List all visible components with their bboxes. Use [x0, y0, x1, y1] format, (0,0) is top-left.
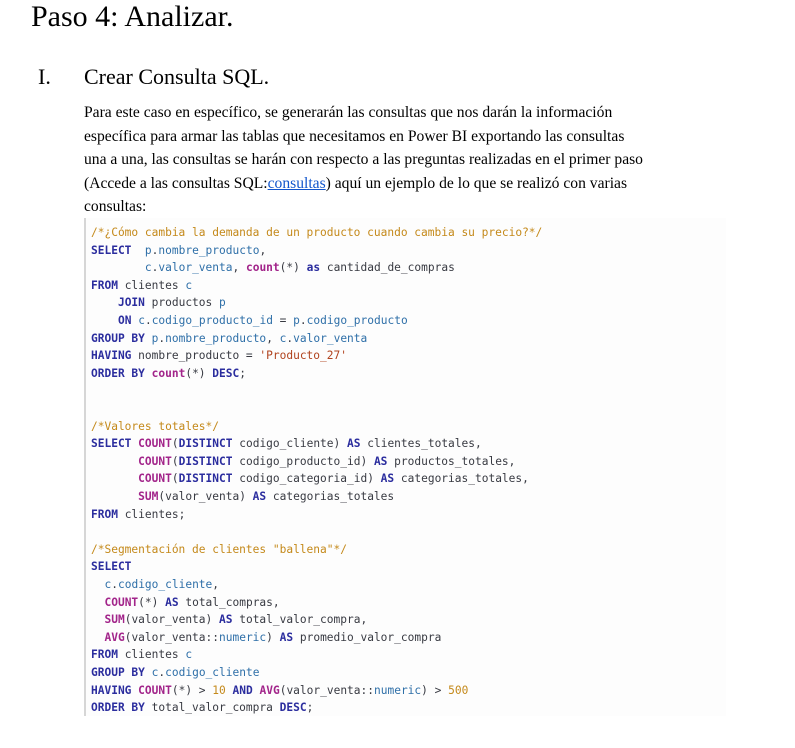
code-token: (valor_venta:: — [279, 683, 374, 697]
code-token: ) — [266, 630, 280, 644]
code-token: SELECT — [91, 560, 132, 574]
paragraph-line: una a una, las consultas se harán con respecto a las preguntas realizadas en el primer paso — [84, 151, 643, 169]
code-token: (valor_venta:: — [124, 630, 219, 644]
code-token: FROM — [91, 507, 118, 521]
code-line — [91, 242, 266, 259]
code-token: as — [306, 261, 321, 275]
code-token: . — [286, 331, 294, 345]
code-token: ( — [171, 454, 179, 468]
section-title: Crear Consulta SQL. — [84, 64, 270, 89]
code-line — [91, 330, 367, 347]
code-line — [91, 277, 192, 294]
code-line — [91, 664, 259, 681]
code-token — [91, 490, 138, 503]
code-token — [91, 596, 104, 609]
code-token: HAVING — [91, 349, 132, 363]
code-token: SUM — [104, 613, 125, 627]
code-token: (*) — [185, 366, 213, 380]
code-line — [91, 558, 131, 575]
code-line — [91, 611, 367, 628]
code-token: numeric — [374, 683, 422, 697]
code-token — [145, 367, 152, 380]
code-token: AVG — [104, 630, 125, 644]
code-line — [91, 506, 185, 523]
code-token — [91, 631, 104, 644]
code-token: COUNT — [138, 472, 172, 486]
code-token: total_valor_compra — [144, 701, 280, 715]
code-token: /*¿Cómo cambia la demanda de un producto cuando cambia su precio?*/ — [91, 226, 543, 239]
code-token: DISTINCT — [178, 472, 233, 486]
code-token: (*) — [138, 595, 166, 609]
code-token: p — [293, 314, 300, 327]
code-token: AS — [373, 454, 388, 468]
page-heading: Paso 4: Analizar. — [31, 0, 234, 33]
code-token: ) > — [421, 683, 449, 697]
code-token: clientes — [117, 278, 186, 292]
code-token: total_valor_compra, — [232, 613, 368, 627]
code-token — [91, 578, 104, 591]
code-token: p — [144, 243, 152, 257]
paragraph-line: específica para armar las tablas que necesitamos en Power BI exportando las consultas — [84, 127, 625, 145]
code-line — [91, 488, 394, 505]
code-token: ORDER BY — [91, 701, 145, 715]
code-line — [91, 418, 219, 435]
code-token: 500 — [448, 683, 469, 697]
code-token: COUNT — [138, 454, 172, 468]
code-token: nombre_producto = — [131, 349, 260, 363]
code-token: . — [151, 243, 159, 257]
code-token: clientes; — [117, 507, 186, 521]
code-token: HAVING — [91, 683, 132, 697]
code-token: DESC — [212, 366, 240, 380]
code-line — [91, 347, 347, 364]
code-token: valor_venta — [293, 331, 368, 345]
code-line — [91, 435, 482, 452]
code-token: FROM — [91, 648, 118, 662]
code-token: ; — [306, 701, 314, 715]
code-token: nombre_producto — [158, 243, 260, 257]
code-token: ; — [239, 366, 246, 380]
code-token: GROUP BY — [91, 666, 145, 679]
code-token: c — [151, 666, 159, 679]
code-token: ( — [171, 472, 179, 486]
code-token — [91, 455, 138, 468]
code-token: c — [144, 261, 152, 275]
code-token: promedio_valor_compra — [293, 630, 442, 644]
code-line — [91, 629, 441, 646]
code-line — [91, 294, 226, 311]
code-token: . — [299, 314, 307, 327]
code-token: clientes_totales, — [360, 437, 482, 451]
code-token: ( — [171, 437, 179, 451]
code-token — [145, 666, 152, 679]
code-token: AS — [279, 630, 294, 644]
code-token: productos — [144, 296, 219, 310]
code-token: COUNT — [138, 437, 172, 451]
code-token: , — [259, 243, 267, 257]
code-token: DISTINCT — [178, 454, 233, 468]
code-token — [131, 244, 144, 257]
code-line — [91, 682, 468, 699]
code-token: /*Segmentación de clientes "ballena"*/ — [91, 542, 347, 556]
code-token: nombre_producto — [165, 331, 267, 345]
code-token: ORDER BY — [91, 366, 145, 380]
code-line — [91, 470, 529, 487]
code-token: (valor_venta) — [124, 613, 219, 627]
code-token: total_compras, — [178, 595, 280, 609]
code-token: codigo_producto_id — [151, 314, 273, 327]
code-token: codigo_cliente) — [232, 437, 348, 451]
code-token: categorias_totales, — [394, 472, 529, 486]
code-token: codigo_cliente — [165, 666, 260, 679]
code-token: AS — [347, 437, 361, 451]
code-token: COUNT — [138, 683, 172, 697]
code-token: c — [104, 578, 112, 591]
code-token: c — [138, 314, 145, 327]
code-token: 10 — [212, 683, 226, 697]
code-token: , — [266, 331, 280, 345]
code-token: cantidad_de_compras — [320, 261, 455, 275]
code-line — [91, 312, 408, 329]
code-line — [91, 365, 246, 382]
code-token: c — [185, 278, 193, 292]
code-token — [226, 684, 233, 697]
paragraph-line: consultas: — [84, 198, 147, 216]
section-number: I. — [38, 64, 51, 89]
code-token: DESC — [279, 701, 307, 715]
code-line — [91, 453, 515, 470]
code-token: DISTINCT — [178, 437, 233, 451]
code-token: count — [151, 366, 186, 380]
code-token: . — [151, 261, 159, 275]
code-token — [145, 332, 152, 345]
code-token — [91, 261, 145, 274]
code-token: valor_venta — [158, 261, 233, 275]
code-token: p — [219, 296, 226, 310]
code-token: SELECT — [91, 243, 132, 257]
code-token: . — [158, 666, 166, 679]
code-token: (valor_venta) — [158, 490, 253, 503]
consultas-link[interactable]: consultas — [267, 174, 326, 192]
code-token: c — [185, 648, 193, 662]
paragraph-text: ) aquí un ejemplo de lo que se realizó con varias — [325, 174, 628, 192]
code-token: AVG — [259, 683, 280, 697]
code-token: GROUP BY — [91, 331, 145, 345]
code-token: COUNT — [104, 595, 139, 609]
code-token: productos_totales, — [387, 454, 516, 468]
description-paragraph — [84, 101, 724, 219]
code-token — [91, 296, 118, 309]
code-token: , — [232, 261, 246, 275]
code-token: AS — [165, 595, 179, 609]
paragraph-text: (Accede a las consultas SQL: — [84, 174, 268, 192]
code-token: . — [111, 578, 118, 591]
code-token: AND — [232, 683, 253, 697]
code-token: 'Producto_27' — [259, 349, 347, 363]
code-line — [91, 259, 455, 276]
code-token: = — [272, 314, 294, 327]
code-token: AS — [380, 472, 395, 486]
code-token: . — [144, 314, 152, 327]
code-line — [91, 224, 542, 241]
code-token: codigo_producto_id) — [232, 454, 374, 468]
code-token: count — [245, 261, 280, 275]
code-token: SELECT — [91, 437, 132, 451]
code-token: (*) — [279, 261, 307, 275]
code-token: AS — [252, 490, 267, 503]
code-token: JOIN — [117, 296, 145, 310]
paragraph-line: Para este caso en específico, se generarán las consultas que nos darán la información — [84, 104, 613, 121]
sql-code-block — [84, 218, 726, 716]
code-line — [91, 594, 280, 611]
code-token: . — [158, 331, 166, 345]
paragraph-line — [84, 172, 724, 196]
code-token: codigo_cliente — [117, 578, 213, 591]
code-token: (*) > — [171, 683, 213, 697]
code-token — [91, 613, 104, 626]
code-token — [91, 314, 118, 327]
code-token: numeric — [219, 630, 267, 644]
code-token: p — [151, 331, 159, 345]
code-token: codigo_producto — [306, 314, 408, 327]
code-token: ON — [117, 314, 132, 327]
code-token: /*Valores totales*/ — [91, 419, 219, 433]
code-token: SUM — [138, 490, 159, 503]
code-line — [91, 576, 219, 593]
code-token: AS — [219, 613, 233, 627]
code-line — [91, 646, 192, 663]
code-token: c — [279, 331, 287, 345]
code-line — [91, 699, 313, 716]
code-token: codigo_categoria_id) — [232, 472, 381, 486]
code-token: categorias_totales — [266, 490, 395, 503]
code-token: FROM — [91, 278, 118, 292]
code-token: clientes — [117, 648, 186, 662]
code-line — [91, 541, 347, 558]
code-token: , — [212, 578, 220, 591]
code-token — [91, 472, 138, 485]
